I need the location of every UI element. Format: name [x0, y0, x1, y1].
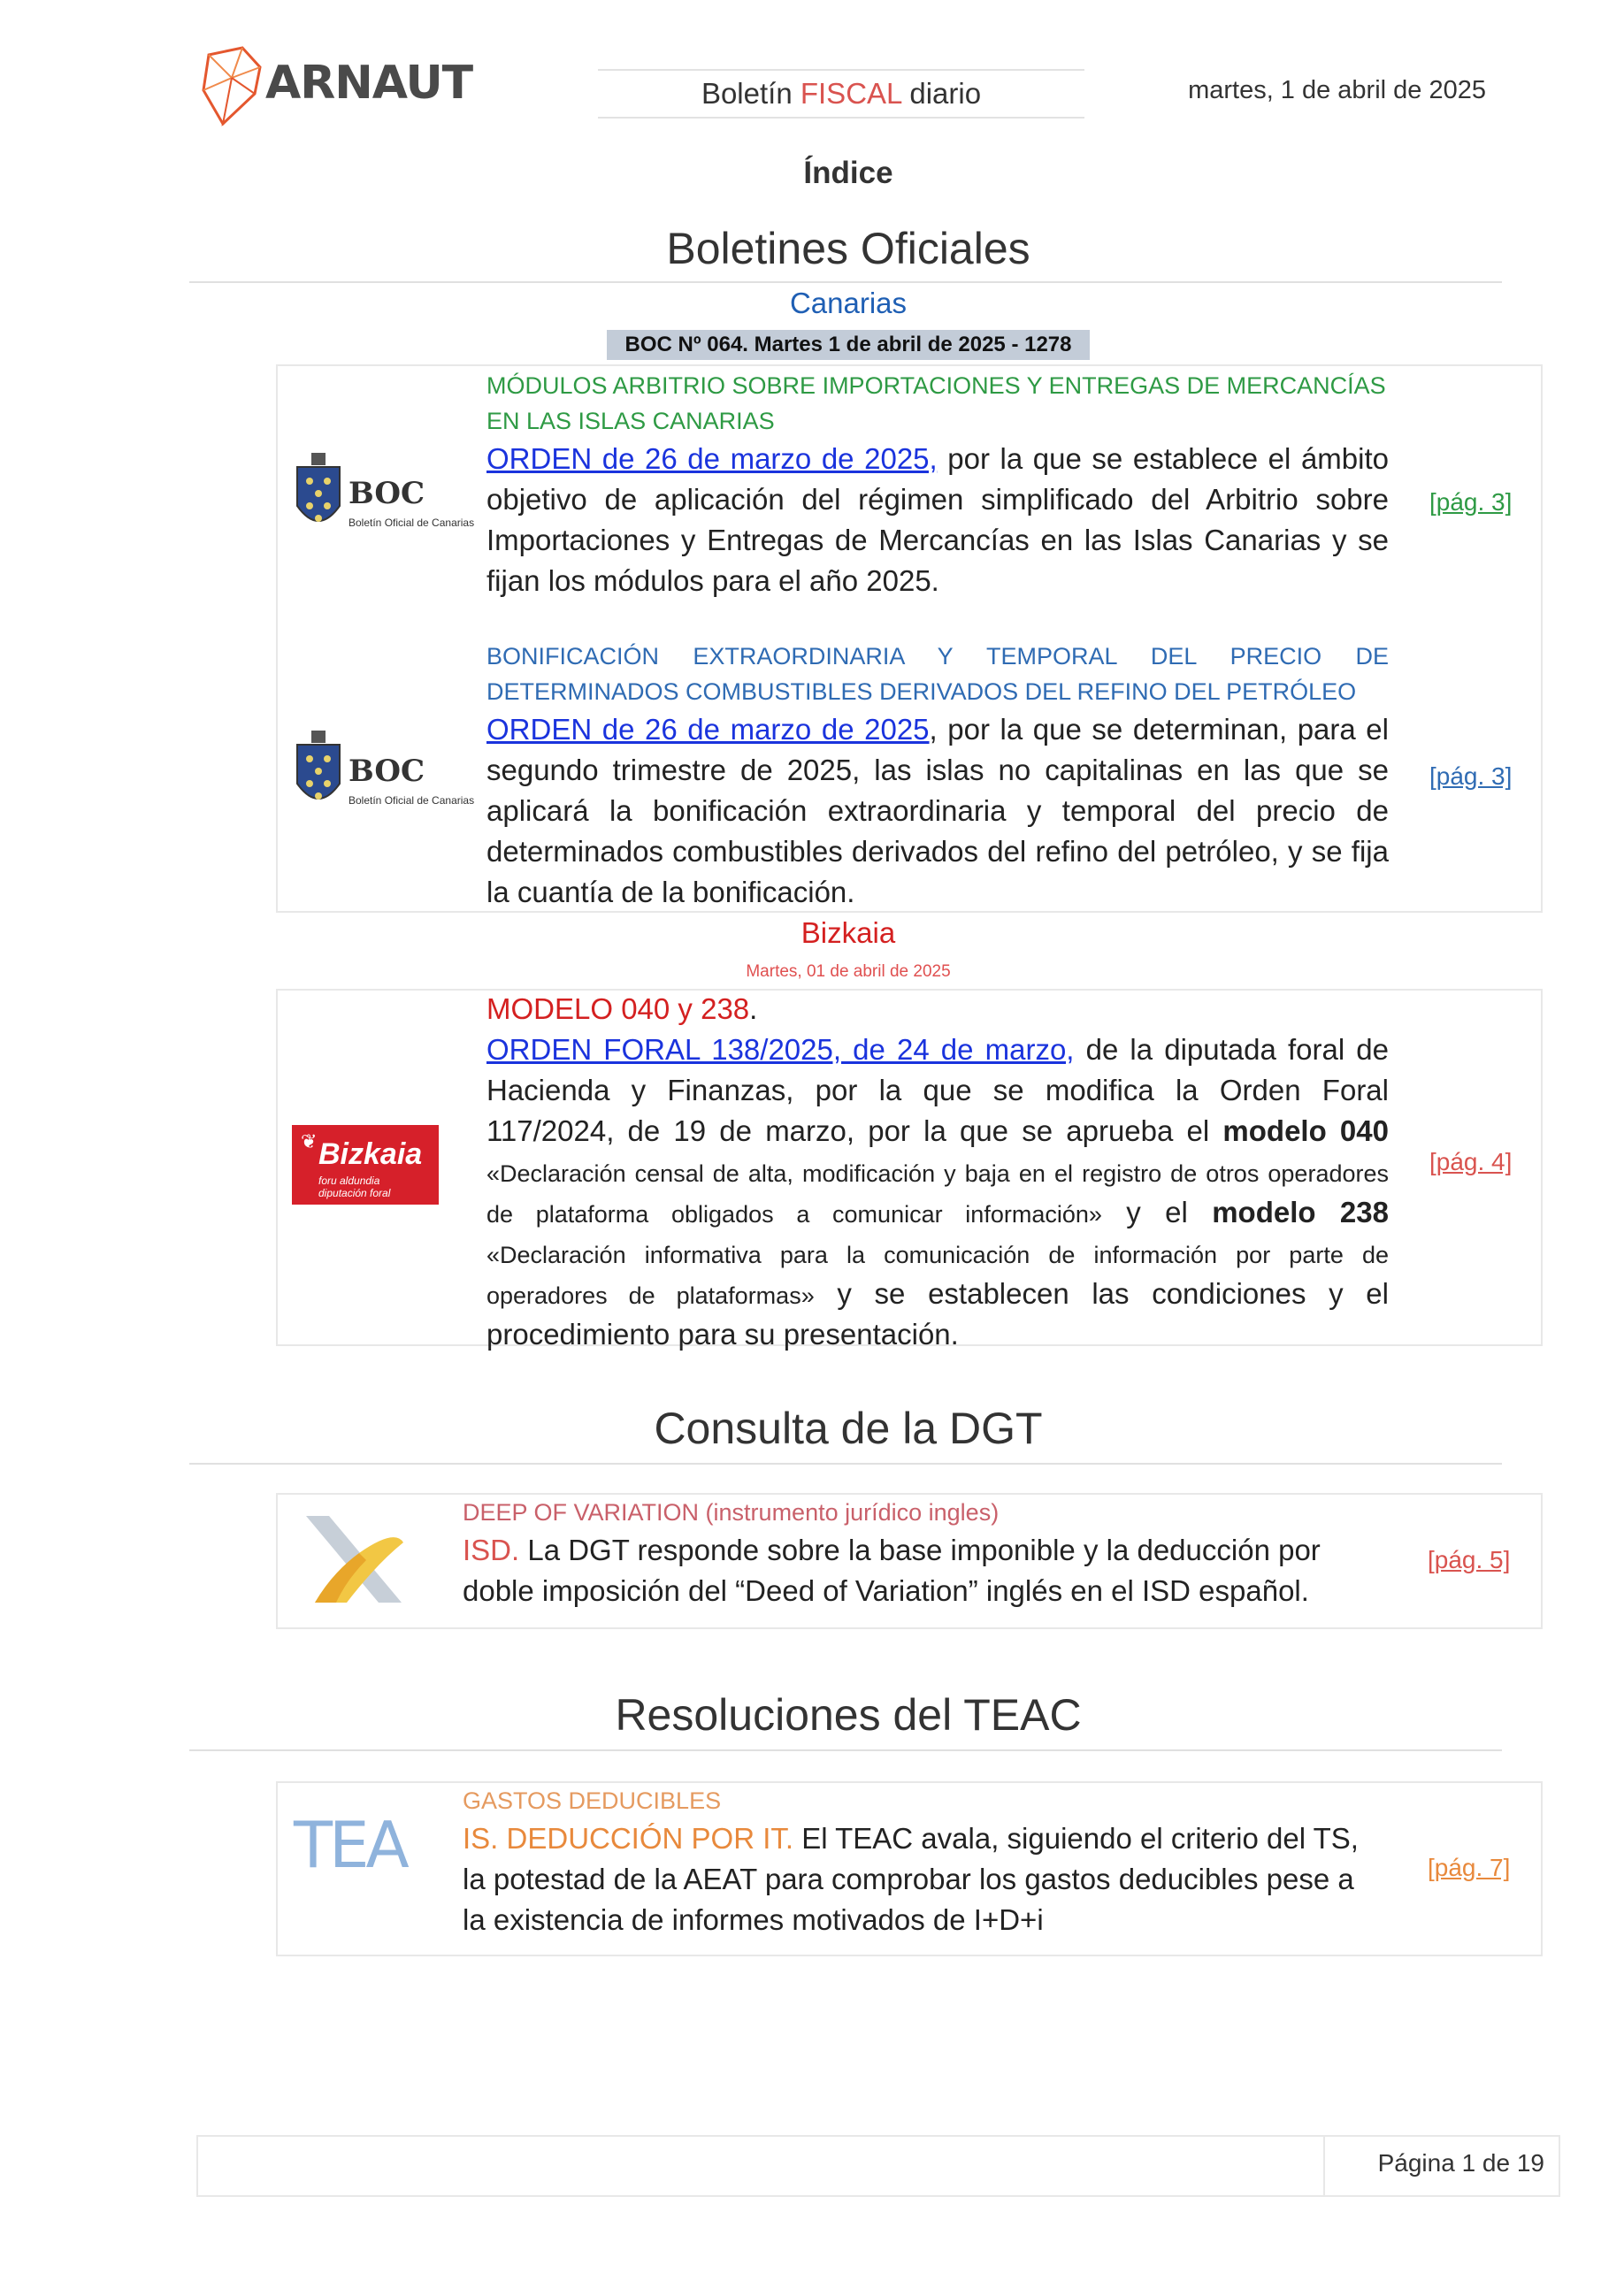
entry-category-dot: .	[749, 992, 758, 1025]
entry-category: DEEP OF VARIATION (instrumento jurídico ingles)	[463, 1499, 1000, 1526]
section-title-dgt: Consulta de la DGT	[654, 1404, 1043, 1453]
entry-category: BONIFICACIÓN EXTRAORDINARIA Y TEMPORAL DEL PRECIO DE DETERMINADOS COMBUSTIBLES DERIVADOS DEL REFINO DEL PETRÓLEO	[486, 643, 1389, 705]
aeat-logo	[297, 1511, 407, 1610]
entry-body: , por la que se determinan, para el segundo trimestre de 2025, las islas no capitalinas en las que se aplicará la bonificación extraordinaria y temporal del precio de determinados combustibles derivados del refino del petróleo, y se fija la cuantía de la bonificación.	[486, 713, 1389, 908]
entry-category: MÓDULOS ARBITRIO SOBRE IMPORTACIONES Y ENTREGAS DE MERCANCÍAS EN LAS ISLAS CANARIAS	[486, 372, 1386, 434]
entry-text	[486, 439, 1389, 601]
boc-logo-title: BOC	[349, 476, 425, 511]
entry-category-line	[486, 989, 1389, 1029]
entry-bold-2: modelo 238	[1212, 1196, 1389, 1228]
entry-category: GASTOS DEDUCIBLES	[463, 1787, 722, 1814]
entry-text	[486, 709, 1389, 913]
boc-logo	[292, 729, 475, 817]
bizkaia-logo	[292, 1125, 439, 1205]
page-ref-link[interactable]: [pág. 4]	[1429, 1148, 1513, 1175]
section-divider	[189, 1463, 1502, 1465]
entry-link[interactable]: ORDEN de 26 de marzo de 2025	[486, 713, 930, 746]
entry-text	[463, 1818, 1383, 1940]
bulletin-title	[598, 69, 1084, 119]
teac-entry	[463, 1783, 1383, 1940]
bizkaia-date: Martes, 01 de abril de 2025	[746, 962, 951, 981]
arnaut-logo	[196, 42, 473, 131]
footer-page-number: Página 1 de 19	[1377, 2149, 1544, 2177]
entry-body-2: y el	[1101, 1196, 1213, 1228]
entry-text	[463, 1530, 1383, 1611]
bizkaia-logo-title: Bizkaia	[318, 1137, 423, 1171]
logo-text: ARNAUT	[265, 57, 473, 110]
entry-lead: ISD.	[463, 1534, 520, 1566]
entry-bold-1: modelo 040	[1222, 1114, 1389, 1147]
region-bizkaia: Bizkaia	[801, 916, 896, 949]
page-ref-link[interactable]: [pág. 3]	[1429, 762, 1513, 790]
entry-body: El TEAC avala, siguiendo el criterio del TS, la potestad de la AEAT para comprobar los gastos deducibles pese a la existencia de informes motivados de I+D+i	[463, 1822, 1359, 1936]
bizkaia-logo-sub1: foru aldundia	[318, 1175, 380, 1187]
page-ref-link[interactable]: [pág. 3]	[1429, 488, 1513, 516]
index-title: Índice	[803, 156, 893, 190]
footer-separator	[1323, 2135, 1325, 2195]
boc-logo-title: BOC	[349, 754, 425, 789]
section-title-teac: Resoluciones del TEAC	[615, 1690, 1082, 1740]
arnaut-logo-icon	[196, 42, 267, 131]
entry-link[interactable]: ORDEN de 26 de marzo de 2025,	[486, 442, 938, 475]
entry-lead: IS. DEDUCCIÓN POR IT.	[463, 1822, 794, 1855]
canarias-coat-of-arms-icon	[292, 729, 345, 817]
boc-logo	[292, 451, 475, 540]
section-title-boletines: Boletines Oficiales	[666, 224, 1030, 273]
entry-link[interactable]: ORDEN FORAL 138/2025, de 24 de marzo,	[486, 1033, 1075, 1066]
entry-body-3: y se establecen las condiciones y el procedimiento para su presentación.	[486, 1277, 1389, 1351]
section-divider	[189, 1749, 1502, 1751]
canarias-coat-of-arms-icon	[292, 451, 345, 540]
bulletin-suffix: diario	[901, 77, 982, 110]
page-ref-link[interactable]: [pág. 7]	[1428, 1854, 1511, 1881]
entry-body: La DGT responde sobre la base imponible y la deducción por doble imposición del “Deed of Variation” inglés en el ISD español.	[463, 1534, 1321, 1607]
page-ref-link[interactable]: [pág. 5]	[1428, 1546, 1511, 1573]
entry-body: por la que se establece el ámbito objetivo de aplicación del régimen simplificado del Arbitrio sobre Importaciones y Entregas de Mercancías en las Islas Canarias y se fijan los módulos para el año 2025.	[486, 442, 1389, 597]
canarias-entry-2	[486, 639, 1389, 913]
canarias-entry-1	[486, 368, 1389, 601]
boc-logo-subtitle: Boletín Oficial de Canarias	[349, 794, 475, 807]
entry-body-1: de la diputada foral de Hacienda y Finanzas, por la que se modifica la Orden Foral 117/2024, de 19 de marzo, por la que se aprueba el	[486, 1033, 1389, 1147]
header-date: martes, 1 de abril de 2025	[1188, 76, 1486, 104]
boc-logo-subtitle: Boletín Oficial de Canarias	[349, 517, 475, 529]
bizkaia-logo-sub2: diputación foral	[318, 1187, 391, 1199]
bizkaia-entry	[486, 989, 1389, 1355]
bulletin-accent: FISCAL	[800, 77, 902, 110]
bulletin-prefix: Boletín	[701, 77, 801, 110]
entry-text	[486, 1029, 1389, 1355]
section-divider	[189, 281, 1502, 283]
dgt-entry	[463, 1495, 1383, 1611]
boc-banner: BOC Nº 064. Martes 1 de abril de 2025 - 1278	[607, 330, 1090, 360]
region-canarias: Canarias	[789, 287, 908, 319]
entry-small-1: «Declaración censal de alta, modificación y baja en el registro de otros operadores de plataforma obligados a comunicar información»	[486, 1160, 1389, 1228]
teac-logo: TEA	[294, 1808, 406, 1882]
bizkaia-leaf-icon: ❦	[301, 1130, 318, 1152]
aeat-logo-icon	[297, 1511, 407, 1610]
entry-small-2: «Declaración informativa para la comunicación de información por parte de operadores de plataformas»	[486, 1242, 1389, 1309]
entry-category: MODELO 040 y 238	[486, 992, 750, 1025]
